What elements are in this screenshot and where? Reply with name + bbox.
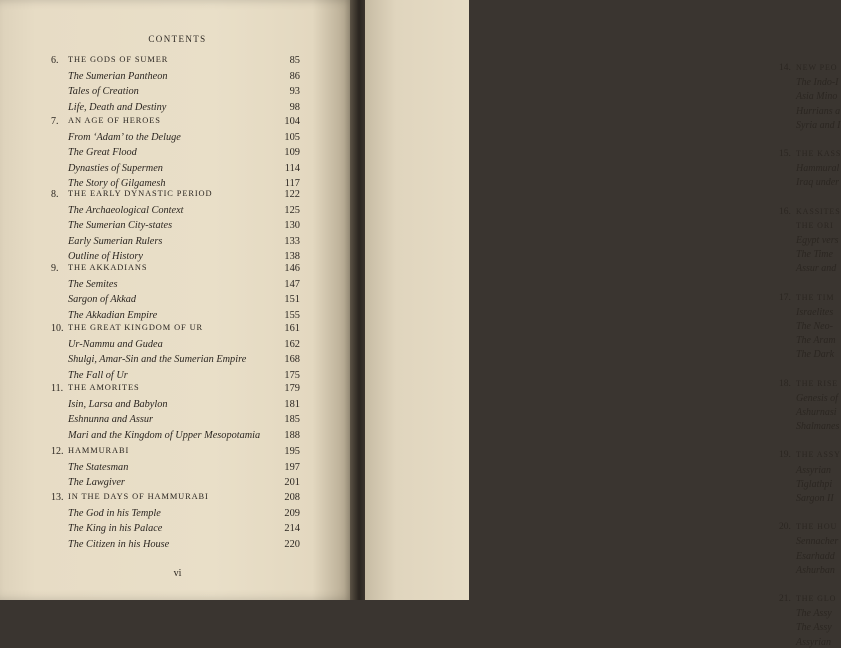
right-page-content	[365, 0, 841, 648]
section-page: 185	[284, 414, 300, 426]
chapter-entry	[0, 492, 355, 504]
section-page: 98	[289, 101, 300, 113]
section-page: 151	[284, 294, 300, 306]
section-entry	[0, 539, 355, 551]
chapter-title: THE AMORITES	[68, 383, 140, 392]
section-entry	[0, 294, 355, 306]
section-title: The Sumerian Pantheon	[68, 70, 168, 82]
chapter-number: 10.	[51, 323, 64, 334]
section-entry	[0, 354, 355, 366]
section-title: Assyrian	[796, 636, 831, 648]
chapter-number: 20.	[779, 522, 791, 533]
chapter-title: THE AKKADIANS	[68, 263, 148, 272]
section-title: Dynasties of Supermen	[68, 162, 163, 174]
section-title: Tales of Creation	[68, 86, 139, 98]
section-title: The Great Flood	[68, 147, 137, 159]
chapter-title: THE EARLY DYNASTIC PERIOD	[68, 189, 213, 198]
chapter-number: 8.	[51, 189, 59, 200]
section-page: 201	[284, 477, 300, 489]
section-page: 188	[284, 429, 300, 441]
section-title: The Statesman	[68, 461, 129, 473]
section-title: Sargon of Akkad	[68, 294, 137, 306]
chapter-title: THE GLO	[796, 594, 837, 603]
section-page: 93	[289, 86, 300, 98]
section-title: The Sumerian City-states	[68, 220, 173, 232]
chapter-number: 19.	[779, 450, 791, 461]
section-page: 214	[284, 523, 300, 535]
section-title: The Dark	[796, 349, 835, 361]
chapter-title: THE GREAT KINGDOM OF UR	[68, 323, 204, 332]
chapter-title: KASSITES	[796, 206, 841, 216]
chapter-title: THE KASS	[796, 149, 841, 158]
section-title: Hurrians a	[796, 105, 841, 117]
section-entry	[0, 220, 355, 232]
section-title: Life, Death and Destiny	[68, 101, 167, 113]
section-entry	[0, 86, 355, 98]
section-page: 86	[289, 70, 300, 82]
section-entry	[0, 102, 355, 114]
section-title: Ur-Nammu and Gudea	[68, 338, 163, 350]
chapter-number: 15.	[779, 149, 791, 159]
section-title: Shulgi, Amar-Sin and the Sumerian Empire	[68, 354, 247, 366]
section-title: The Indo-I	[796, 77, 839, 89]
section-entry	[0, 147, 355, 159]
chapter-number: 17.	[779, 292, 791, 303]
section-title: Sargon II	[796, 493, 834, 504]
section-title: Hammural	[796, 163, 840, 175]
section-title: Assyrian	[796, 464, 831, 476]
chapter-number: 7.	[51, 116, 59, 127]
section-page: 209	[284, 507, 300, 519]
section-title: Eshnunna and Assur	[68, 414, 154, 426]
section-entry	[0, 462, 355, 474]
section-page: 181	[284, 398, 300, 410]
section-entry	[0, 132, 355, 144]
section-title: The Archaeological Context	[68, 204, 184, 216]
section-entry	[0, 339, 355, 351]
section-entry	[0, 477, 355, 489]
section-entry	[0, 430, 355, 442]
chapter-number: 9.	[51, 263, 59, 274]
section-title: Shalmanes	[796, 421, 840, 433]
section-entry	[0, 236, 355, 248]
section-title: The Aram	[796, 335, 836, 347]
section-title: Ashurnasi	[796, 407, 837, 418]
section-title: Assur and	[796, 263, 837, 275]
chapter-title: THE ASSY	[796, 450, 841, 460]
section-title: The Story of Gilgamesh	[68, 178, 166, 190]
running-head: CONTENTS	[148, 34, 207, 44]
chapter-title: IN THE DAYS OF HAMMURABI	[68, 492, 209, 501]
section-title: Egypt vers	[796, 235, 839, 246]
page-number: vi	[173, 568, 182, 579]
section-title: The Assy	[796, 622, 832, 634]
chapter-title: HAMMURABI	[68, 446, 130, 455]
chapter-number: 21.	[779, 594, 791, 604]
section-entry	[0, 523, 355, 535]
section-entry	[0, 205, 355, 217]
chapter-number: 6.	[51, 55, 59, 66]
chapter-number: 13.	[51, 492, 64, 503]
chapter-page: 179	[284, 383, 300, 394]
section-page: 168	[284, 354, 300, 366]
section-entry	[0, 163, 355, 175]
section-page: 105	[284, 131, 300, 143]
chapter-page: 161	[284, 323, 300, 334]
section-title: Israelites	[796, 306, 834, 318]
chapter-number: 12.	[51, 446, 64, 457]
section-page: 175	[284, 369, 300, 381]
section-title: Outline of History	[68, 251, 143, 263]
chapter-entry	[0, 189, 355, 201]
section-title: Early Sumerian Rulers	[68, 235, 163, 247]
section-entry	[0, 414, 355, 426]
section-title: The Akkadian Empire	[68, 309, 158, 321]
section-entry	[0, 399, 355, 411]
section-title: Syria and I	[796, 119, 841, 131]
section-title: Isin, Larsa and Babylon	[68, 398, 168, 410]
section-title: Asia Mino	[796, 91, 838, 103]
section-entry	[0, 508, 355, 520]
section-page: 109	[284, 147, 300, 159]
section-entry	[0, 370, 355, 382]
section-title: The King in his Palace	[68, 523, 163, 535]
section-page: 117	[284, 178, 300, 190]
chapter-number: 18.	[779, 378, 791, 389]
chapter-page: 208	[284, 492, 300, 503]
section-page: 147	[284, 278, 300, 290]
chapter-number: 11.	[51, 383, 64, 394]
chapter-title: THE GODS OF SUMER	[68, 55, 169, 64]
chapter-page: 122	[284, 189, 300, 200]
section-title: Genesis of	[796, 392, 838, 404]
section-title: Iraq under	[796, 177, 840, 189]
section-title: The Neo-	[796, 321, 833, 332]
section-title: Mari and the Kingdom of Upper Mesopotamia	[68, 429, 261, 441]
chapter-entry	[0, 263, 355, 275]
section-title: Sennacher	[796, 536, 839, 548]
section-title: The Fall of Ur	[68, 369, 128, 381]
section-page: 130	[284, 220, 300, 232]
chapter-page: 104	[284, 116, 300, 127]
left-page	[0, 0, 355, 600]
section-page: 125	[284, 204, 300, 216]
section-page: 133	[284, 235, 300, 247]
section-page: 162	[284, 338, 300, 350]
chapter-title: NEW PEO	[796, 63, 838, 72]
chapter-page: 195	[284, 446, 300, 457]
section-page: 220	[284, 538, 300, 550]
section-title: The God in his Temple	[68, 507, 161, 519]
section-title: The Assy	[796, 608, 832, 620]
section-entry	[0, 251, 355, 263]
chapter-number: 16.	[779, 206, 791, 217]
section-entry	[0, 279, 355, 291]
section-entry	[0, 71, 355, 83]
section-entry	[0, 310, 355, 322]
chapter-number: 14.	[779, 63, 791, 73]
chapter-title: THE TIM	[796, 292, 835, 302]
chapter-title: THE HOU	[796, 522, 838, 532]
chapter-title: THE ORI	[796, 220, 834, 230]
section-title: The Semites	[68, 278, 118, 290]
chapter-title: AN AGE OF HEROES	[68, 116, 161, 125]
section-title: Ashurban	[796, 564, 835, 576]
section-title: The Citizen in his House	[68, 538, 170, 550]
chapter-entry	[0, 116, 355, 128]
chapter-page: 85	[289, 55, 300, 66]
section-title: Esarhadd	[796, 550, 835, 562]
section-page: 155	[284, 309, 300, 321]
chapter-entry	[0, 383, 355, 395]
chapter-entry	[0, 323, 355, 335]
section-page: 114	[284, 162, 300, 174]
section-title: The Time	[796, 249, 833, 261]
chapter-title: THE RISE	[796, 378, 839, 388]
chapter-entry	[0, 55, 355, 67]
section-title: Tiglathpi	[796, 478, 833, 490]
section-page: 197	[284, 461, 300, 473]
chapter-entry	[0, 446, 355, 458]
section-title: The Lawgiver	[68, 477, 125, 489]
section-title: From ‘Adam’ to the Deluge	[68, 131, 181, 143]
chapter-page: 146	[284, 263, 300, 274]
section-page: 138	[284, 251, 300, 263]
